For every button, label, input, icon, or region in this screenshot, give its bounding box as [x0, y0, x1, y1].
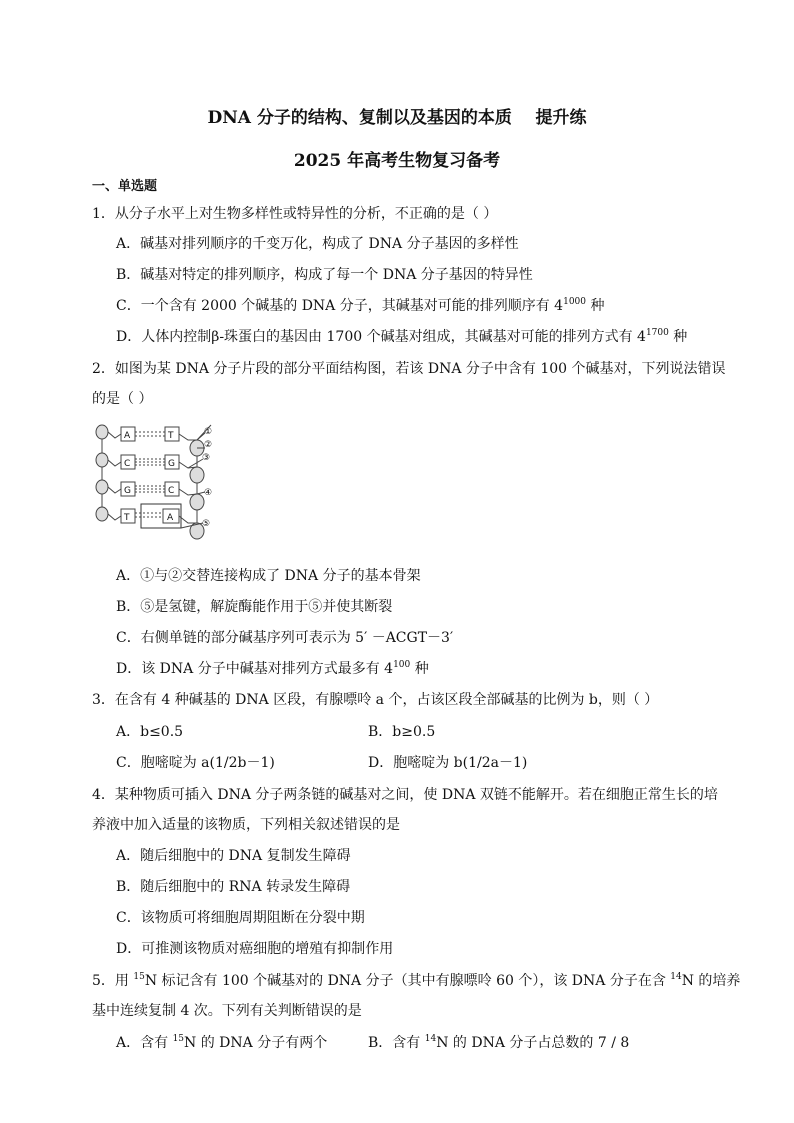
left-phosphate: [96, 480, 108, 494]
right-phosphate: [190, 467, 204, 483]
q5-option-a: [116, 1034, 327, 1052]
title-line-2: 2025 年高考生物复习备考: [293, 151, 501, 171]
q5-option-a-text: A．含有: [116, 1035, 173, 1051]
q1-option-d-exponent: 1700: [645, 328, 669, 338]
left-phosphate: [96, 425, 108, 439]
q4-stem-line2: 养液中加入适量的该物质，下列相关叙述错误的是: [92, 817, 400, 833]
q5-option-b-isotope: 14: [424, 1034, 437, 1044]
q5-option-a-isotope: 15: [172, 1034, 185, 1044]
q2-option-d-text: D．该 DNA 分子中碱基对排列方式最多有 4: [116, 661, 394, 677]
dna-structure-diagram: [93, 420, 218, 550]
dna-diagram-svg: [93, 420, 218, 550]
right-base-1: T: [168, 431, 174, 441]
q2-stem-line1: 2．如图为某 DNA 分子片段的部分平面结构图，若该 DNA 分子中含有 100 个碱基对，下列说法错误: [92, 361, 726, 377]
q1-option-d-text: D．人体内控制β-珠蛋白的基因由 1700 个碱基对组成，其碱基对可能的排列方式有 4: [116, 329, 646, 345]
marker-4: ④: [204, 488, 213, 498]
q2-option-d-tail: 种: [410, 661, 429, 677]
right-phosphate: [190, 494, 204, 510]
q1-option-c-exponent: 1000: [563, 297, 586, 307]
q3-stem: 3．在含有 4 种碱基的 DNA 区段，有腺嘌呤 a 个，占该区段全部碱基的比例为 b，则（ ）: [92, 692, 659, 708]
title-line-1: DNA 分子的结构、复制以及基因的本质 提升练: [207, 108, 587, 128]
q4-option-c: C．该物质可将细胞周期阻断在分裂中期: [116, 910, 365, 926]
left-phosphate: [96, 453, 108, 467]
right-base-4: A: [167, 513, 174, 523]
q2-stem-line2: 的是（ ）: [92, 391, 153, 407]
q2-option-d-exponent: 100: [393, 660, 411, 670]
q1-option-d: [116, 328, 687, 346]
q4-stem-line1: 4．某种物质可插入 DNA 分子两条链的碱基对之间，使 DNA 双链不能解开。若在细胞正常生长的培: [92, 787, 718, 803]
q5-option-b-tail: N 的 DNA 分子占总数的 7 / 8: [436, 1035, 630, 1051]
q5-stem-line1: [92, 972, 740, 990]
q2-option-d: [116, 660, 429, 678]
q2-option-a: A．①与②交替连接构成了 DNA 分子的基本骨架: [116, 568, 421, 584]
section-heading: 一、单选题: [92, 179, 158, 194]
q4-option-a: A．随后细胞中的 DNA 复制发生障碍: [116, 848, 351, 864]
q3-option-d: D．胞嘧啶为 b(1/2a－1): [368, 755, 528, 771]
q5-stem-part3: N 的培养: [681, 973, 741, 989]
q1-stem: 1．从分子水平上对生物多样性或特异性的分析，不正确的是（ ）: [92, 206, 498, 222]
q5-stem-line2: 基中连续复制 4 次。下列有关判断错误的是: [92, 1003, 362, 1019]
q5-option-a-tail: N 的 DNA 分子有两个: [184, 1035, 328, 1051]
q5-isotope-14: 14: [670, 972, 682, 982]
q4-option-d: D．可推测该物质对癌细胞的增殖有抑制作用: [116, 941, 394, 957]
q1-option-c-text: C．一个含有 2000 个碱基的 DNA 分子，其碱基对可能的排列顺序有 4: [116, 298, 564, 314]
left-base-3: G: [124, 486, 131, 496]
marker-5: ⑤: [202, 519, 211, 529]
marker-2: ②: [204, 440, 213, 450]
q5-isotope-15: 15: [133, 972, 145, 982]
q4-option-b: B．随后细胞中的 RNA 转录发生障碍: [116, 879, 351, 895]
q1-option-d-tail: 种: [668, 329, 688, 345]
q1-option-c-tail: 种: [586, 298, 605, 314]
left-phosphate: [96, 507, 108, 521]
q5-stem-part2: N 标记含有 100 个碱基对的 DNA 分子（其中有腺嘌呤 60 个），该 DNA 分子在含: [144, 973, 671, 989]
q1-option-b: B．碱基对特定的排列顺序，构成了每一个 DNA 分子基因的特异性: [116, 267, 533, 283]
q2-option-c: C．右侧单链的部分碱基序列可表示为 5′ －ACGT－3′: [116, 630, 454, 646]
q3-option-b: B．b≥0.5: [368, 724, 436, 740]
q5-stem-part1: 5．用: [92, 973, 134, 989]
q1-option-c: [116, 297, 604, 315]
q5-option-b-text: B．含有: [368, 1035, 425, 1051]
left-base-1: A: [124, 431, 131, 441]
q3-option-c: C．胞嘧啶为 a(1/2b－1): [116, 755, 275, 771]
left-base-2: C: [124, 459, 131, 469]
right-base-3: C: [168, 486, 175, 496]
right-base-2: G: [168, 459, 175, 469]
q3-option-a: A．b≤0.5: [116, 724, 184, 740]
marker-3: ③: [202, 453, 211, 463]
q2-option-b: B．⑤是氢键，解旋酶能作用于⑤并使其断裂: [116, 599, 393, 615]
left-base-4: T: [124, 513, 130, 523]
marker-1: ①: [204, 427, 213, 437]
q5-option-b: [368, 1034, 629, 1052]
q1-option-a: A．碱基对排列顺序的千变万化，构成了 DNA 分子基因的多样性: [116, 236, 519, 252]
